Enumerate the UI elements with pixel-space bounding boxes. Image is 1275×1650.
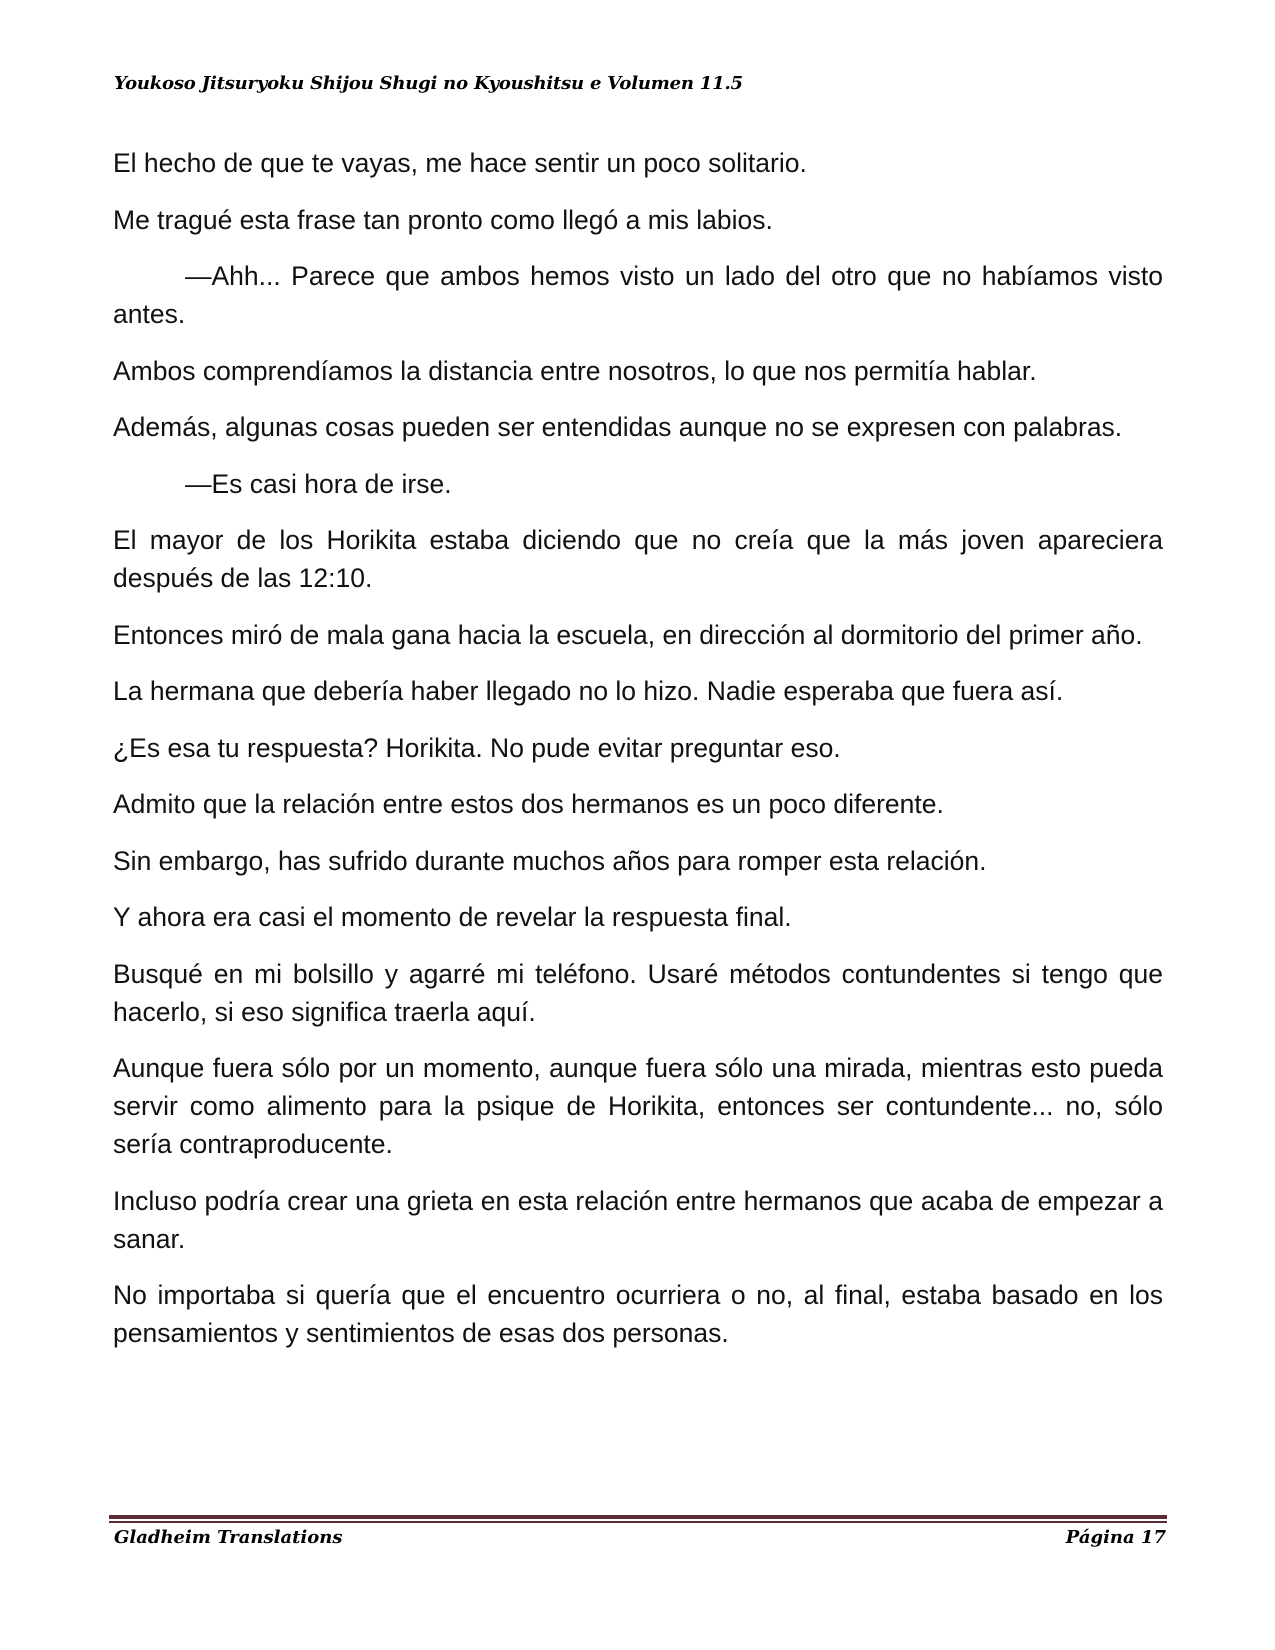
paragraph: Además, algunas cosas pueden ser entendidas aunque no se expresen con palabras. xyxy=(113,412,1123,442)
paragraph: La hermana que debería haber llegado no lo hizo. Nadie esperaba que fuera así. xyxy=(113,676,1064,706)
paragraph: El mayor de los Horikita estaba diciendo que no creía que la más joven apareciera después de las 12:10. xyxy=(113,525,1163,593)
footer-publisher: Gladheim Translations xyxy=(114,1527,343,1548)
paragraph: Y ahora era casi el momento de revelar la respuesta final. xyxy=(113,902,792,932)
paragraph: Aunque fuera sólo por un momento, aunque fuera sólo una mirada, mientras esto pueda servir como alimento para la psique de Horikita, entonces ser contundente... no, sólo sería contraproducente. xyxy=(113,1053,1163,1159)
paragraph: Busqué en mi bolsillo y agarré mi teléfono. Usaré métodos contundentes si tengo que hacerlo, si eso significa traerla aquí. xyxy=(113,958,1163,1027)
footer-divider xyxy=(109,1515,1167,1522)
dialogue-paragraph: —Es casi hora de irse. xyxy=(185,468,452,499)
paragraph: Sin embargo, has sufrido durante muchos años para romper esta relación. xyxy=(113,845,987,876)
body-text xyxy=(113,144,1163,1371)
paragraph: Me tragué esta frase tan pronto como llegó a mis labios. xyxy=(113,204,773,235)
paragraph: Incluso podría crear una grieta en esta relación entre hermanos que acaba de empezar a sanar. xyxy=(113,1185,1163,1254)
paragraph: Entonces miró de mala gana hacia la escuela, en dirección al dormitorio del primer año. xyxy=(113,619,1143,650)
paragraph: El hecho de que te vayas, me hace sentir un poco solitario. xyxy=(113,148,807,178)
paragraph: ¿Es esa tu respuesta? Horikita. No pude evitar preguntar eso. xyxy=(113,732,841,763)
running-header: Youkoso Jitsuryoku Shijou Shugi no Kyoushitsu e Volumen 11.5 xyxy=(114,73,743,94)
paragraph: Ambos comprendíamos la distancia entre nosotros, lo que nos permitía hablar. xyxy=(113,355,1037,386)
paragraph: Admito que la relación entre estos dos hermanos es un poco diferente. xyxy=(113,789,944,819)
paragraph: No importaba si quería que el encuentro ocurriera o no, al final, estaba basado en los pensamientos y sentimientos de esas dos personas. xyxy=(113,1280,1163,1348)
page-number: Página 17 xyxy=(1065,1527,1166,1548)
footer-divider-thin xyxy=(109,1521,1167,1523)
footer-divider-thick xyxy=(109,1515,1167,1519)
dialogue-paragraph: —Ahh... Parece que ambos hemos visto un lado del otro que no habíamos visto antes. xyxy=(113,261,1163,329)
